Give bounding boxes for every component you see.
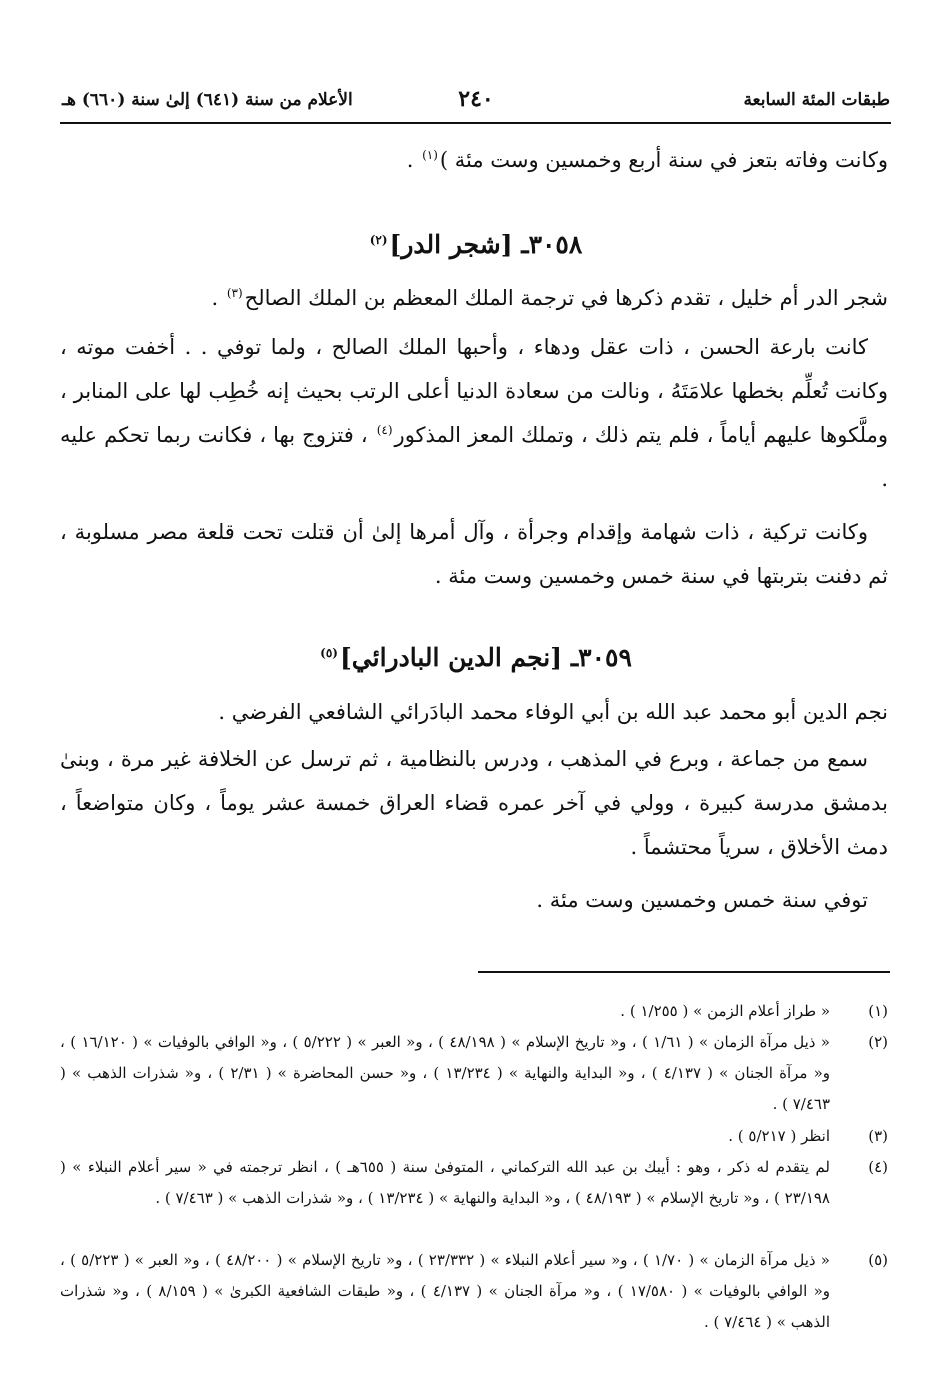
entry-name: [شجر الدر]: [389, 230, 513, 259]
entry-number: ٣٠٥٩ـ: [570, 643, 632, 672]
footnote: [60, 1027, 888, 1120]
entry-paragraph: [60, 325, 888, 501]
footnote-text: « طراز أعلام الزمن » ( ١/٢٥٥ ) .: [620, 1002, 830, 1020]
footnote-ref: (١): [422, 148, 438, 162]
footnote-text: « ذيل مرآة الزمان » ( ١/٧٠ ) ، و« سير أعلام النبلاء » ( ٢٣/٣٣٢ ) ، و« تاريخ الإسلام » ( ٤٨/٢٠٠ ) ، و« العبر » ( ٥/٢٢٣ ) ، و« الوافي بالوفيات » ( ١٧/٥٨٠ ) ، و« مرآة الجنان » ( ٤/١٣٧ ) ، و« طبقات الشافعية الكبرىٰ » ( ٨/١٥٩ ) ، و« شذرات الذهب » ( ٧/٤٦٤ ) .: [60, 1251, 830, 1331]
entry-paragraph: [60, 690, 888, 734]
footnote-rule: [478, 971, 890, 973]
entry-heading: [0, 638, 950, 678]
entry-paragraph: [60, 276, 888, 320]
entry-paragraph: [60, 510, 888, 598]
entry-paragraph: [60, 878, 888, 922]
footnote: [60, 996, 888, 1027]
footnote-text: لم يتقدم له ذكر ، وهو : أيبك بن عبد الله التركماني ، المتوفىٰ سنة ( ٦٥٥هـ ) ، انظر ترجمته في « سير أعلام النبلاء » ( ٢٣/١٩٨ ) ، و« تاريخ الإسلام » ( ٤٨/١٩٣ ) ، و« البداية والنهاية » ( ١٣/٢٣٤ ) ، و« شذرات الذهب » ( ٧/٤٦٣ ) .: [60, 1158, 830, 1207]
footnote-number: (٤): [868, 1158, 888, 1176]
footnote-ref: (٤): [376, 423, 393, 437]
entry-heading: [0, 225, 950, 265]
paragraph-text: وكانت تركية ، ذات شهامة وإقدام وجرأة ، وآل أمرها إلىٰ أن قتلت تحت قلعة مصر مسلوبة ، ثم دفنت بتربتها في سنة خمس وخمسين وست مئة .: [60, 520, 888, 588]
footnote-text: « ذيل مرآة الزمان » ( ١/٦١ ) ، و« تاريخ الإسلام » ( ٤٨/١٩٨ ) ، و« العبر » ( ٥/٢٢٢ ) ، و« الوافي بالوفيات » ( ١٦/١٢٠ ) ، و« مرآة الجنان » ( ٤/١٣٧ ) ، و« البداية والنهاية » ( ١٣/٢٣٤ ) ، و« حسن المحاضرة » ( ٢/٣١ ) ، و« شذرات الذهب » ( ٧/٤٦٣ ) .: [60, 1033, 830, 1113]
footnote-number: (٣): [868, 1127, 888, 1145]
intro-text: وكانت وفاته بتعز في سنة أربع وخمسين وست مئة ): [439, 148, 888, 172]
paragraph-text: نجم الدين أبو محمد عبد الله بن أبي الوفاء محمد البادَرائي الشافعي الفرضي .: [218, 700, 888, 724]
entry-name: [نجم الدين البادرائي]: [339, 643, 563, 672]
intro-tail: .: [406, 148, 421, 172]
header-rule: [60, 122, 891, 124]
running-header: [62, 86, 890, 118]
intro-paragraph: [60, 138, 888, 182]
entry-paragraph: [60, 737, 888, 869]
paragraph-tail: ، فتزوج بها ، فكانت ربما تحكم عليه .: [60, 423, 888, 491]
page-number: ٢٤٠: [458, 86, 494, 112]
footnote-number: (٢): [868, 1033, 888, 1051]
paragraph-tail: .: [211, 286, 225, 310]
section-title: الأعلام من سنة (٦٤١) إلىٰ سنة (٦٦٠) هـ: [62, 90, 353, 110]
footnote: [60, 1121, 888, 1152]
footnote-text: انظر ( ٥/٢١٧ ) .: [728, 1127, 830, 1145]
book-title: طبقات المئة السابعة: [743, 90, 890, 110]
paragraph-text: توفي سنة خمس وخمسين وست مئة .: [536, 888, 868, 912]
footnote: [60, 1152, 888, 1214]
paragraph-text: كانت بارعة الحسن ، ذات عقل ودهاء ، وأحبها الملك الصالح ، ولما توفي . . أخفت موته ، وكانت تُعلِّم بخطها علامَتَهُ ، ونالت من سعادة الدنيا أعلى الرتب بحيث إنه خُطِب لها على المنابر ، وملَّكوها عليهم أياماً ، فلم يتم ذلك ، وتملك المعز المذكور: [60, 335, 889, 447]
footnote: [60, 1245, 888, 1338]
footnote-number: (١): [868, 1002, 888, 1020]
footnote-number: (٥): [868, 1251, 888, 1269]
entry-number: ٣٠٥٨ـ: [521, 230, 583, 259]
paragraph-text: شجر الدر أم خليل ، تقدم ذكرها في ترجمة الملك المعظم بن الملك الصالح: [244, 286, 888, 310]
footnote-ref: (٥): [320, 645, 338, 660]
paragraph-text: سمع من جماعة ، وبرع في المذهب ، ودرس بالنظامية ، ثم ترسل عن الخلافة غير مرة ، وبنىٰ بدمشق مدرسة كبيرة ، وولي في آخر عمره قضاء العراق خمسة عشر يوماً ، وكان متواضعاً ، دمث الأخلاق ، سرياً محتشماً .: [60, 747, 888, 859]
footnote-ref: (٣): [226, 286, 243, 300]
footnote-ref: (٢): [369, 232, 388, 247]
